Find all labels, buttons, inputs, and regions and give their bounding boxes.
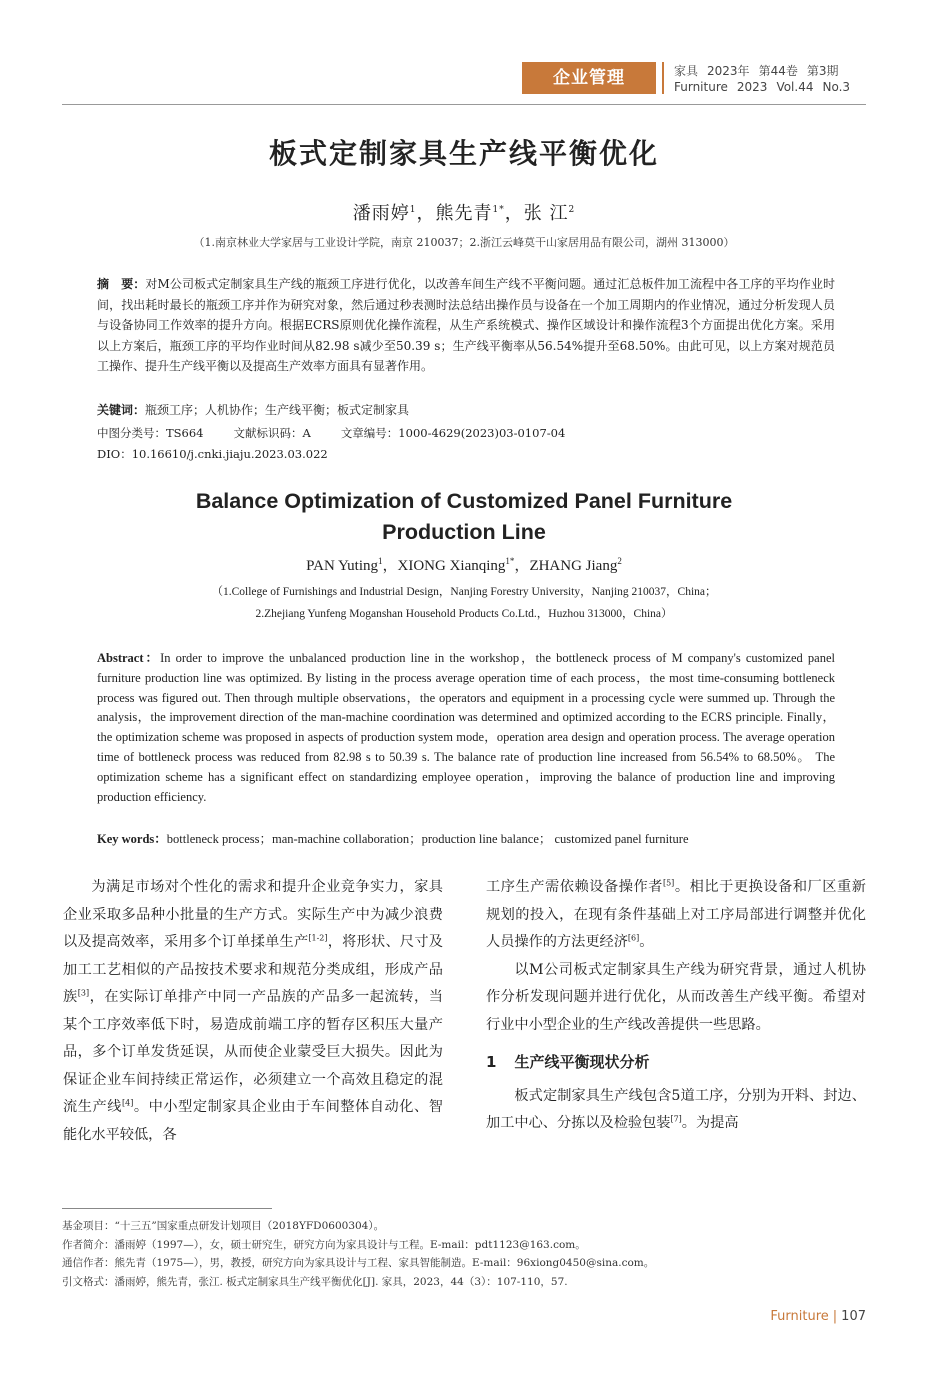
footnote-corresponding: 通信作者：熊先青（1975—），男，教授，研究方向为家具设计与工程、家具智能制造。E-mail：96xiong0450@sina.com。 [62,1257,655,1269]
journal-volume-en: Vol.44 [776,80,814,94]
body-paragraph [486,874,866,957]
body-text: 为满足市场对个性化的需求和提升企业竞争实力，家具企业采取多品种小批量的生产方式。实际生产中为减少浪费以及提高效率，采用多个订单揉单生产 [63,879,443,950]
doi: DIO：10.16610/j.cnki.jiaju.2023.03.022 [97,447,328,461]
body-column-left [63,874,443,1149]
body-text: 。相比于更换设备和厂区重新规划的投入，在现有条件基础上对工序局部进行调整并优化人员操作的方法更经济 [486,879,866,950]
body-text: ，将形状、尺寸及加工工艺相似的产品按技术要求和规范分类成组，形成产品族 [63,934,443,1005]
citation-ref[interactable]: [7] [670,1114,682,1124]
footnote-funding: 基金项目：“十三五”国家重点研发计划项目（2018YFD0600304）。 [62,1220,385,1232]
affiliation-en-line: （1.College of Furnishings and Industrial Design，Nanjing Forestry University，Nanjing 210037，China； [211,586,717,598]
body-paragraph [63,874,443,1149]
author-affil-mark: 2 [568,205,576,215]
author-affil-mark: 1* [492,205,505,215]
journal-issue-en: No.3 [822,80,851,94]
body-text: 。 [639,934,654,950]
abstract-label-cn: 摘 要： [97,277,146,291]
footnotes [62,1217,866,1291]
page-footer [770,1309,866,1324]
section-tag: 企业管理 [522,62,656,94]
author-affil-mark: 1 [378,556,383,566]
clc-number: 中图分类号：TS664 [97,426,204,440]
document-code: 文献标识码：A [233,426,311,440]
abstract-en [97,649,835,807]
author-affil-mark: 2 [617,556,622,566]
author-name: 熊先青 [435,203,493,224]
authors-cn: 潘雨婷$^1$，熊先青$^{1*}$，张 江$^2$ [352,203,576,224]
footnote-rule [62,1208,272,1209]
author-name: XIONG Xianqing [397,558,506,574]
header-divider [662,62,664,94]
affiliation-en-line: 2.Zhejiang Yunfeng Moganshan Household Products Co.Ltd.，Huzhou 313000，China） [255,608,673,620]
header-rule [62,104,866,105]
author-name: 潘雨婷 [352,203,410,224]
footnote-author-bio: 作者简介：潘雨婷（1997—），女，硕士研究生，研究方向为家具设计与工程。E-mail：pdt1123@163.com。 [62,1238,586,1251]
keywords-cn [97,401,835,418]
body-text: ，在实际订单排产中同一产品族的产品多一起流转，当某个工序效率低下时，易造成前端工序的暂存区积压大量产品，多个订单发货延误，从而使企业蒙受巨大损失。因此为保证企业车间持续正常运作，必须建立一个高效且稳定的混流生产线 [63,989,443,1115]
section-number: 1 [486,1053,497,1071]
citation-ref[interactable]: [1-2] [308,933,328,943]
section-title: 生产线平衡现状分析 [514,1053,650,1071]
author-name: PAN Yuting [306,558,378,574]
article-number: 文章编号：1000-4629(2023)03-0107-04 [340,426,566,440]
author-affil-mark: 1* [505,556,515,566]
paper-title-en-line: Balance Optimization of Customized Panel Furniture [195,489,733,513]
citation-ref[interactable]: [6] [627,933,640,943]
journal-info-en [674,80,859,94]
journal-year-cn: 2023年 [707,64,750,78]
body-column-right [486,874,866,1138]
affiliation-en [62,581,866,625]
body-text: 板式定制家具生产线包含5道工序，分别为开料、封边、加工中心、分拣以及检验包装 [486,1087,866,1131]
citation-ref[interactable]: [5] [662,878,675,888]
paper-title-cn: 板式定制家具生产线平衡优化 [268,137,659,170]
keywords-en [97,829,835,847]
citation-ref[interactable]: [4] [121,1098,134,1108]
journal-year-en: 2023 [736,80,768,94]
journal-name-en: Furniture [674,80,728,94]
abstract-cn [97,274,835,377]
journal-info-cn [674,62,847,79]
paper-title-en-line: Production Line [382,520,546,544]
journal-volume-cn: 第44卷 [758,64,798,78]
affiliation-cn: （1.南京林业大学家居与工业设计学院，南京 210037；2.浙江云峰莫干山家居用品有限公司，湖州 313000） [193,236,735,249]
abstract-text-en: In order to improve the unbalanced production line in the workshop，the bottleneck process of M company's customized panel furniture production line was optimized. By listing in the process average operation time of each process，the most time-consuming bottleneck process was figured out. Then through multiple observations，the operators and equipment in a processing cycle were summed up. Through the analysis，the improvement direction of the man-machine coordination was determined and optimized according to the ECRS principle. Finally，the optimization scheme was proposed in aspects of production system mode，operation area design and operation process. The average operation time of bottleneck process was reduced from 82.98 s to 50.39 s. The balance rate of production line increased from 56.54% to 68.50%。 The optimization scheme has a significant effect on standardizing employee operation，improving the balance of production line and improving production efficiency. [97,651,836,804]
authors-en: PAN Yuting$^1$，XIONG Xianqing$^{1*}$，ZHANG Jiang$^2$ [306,556,622,574]
citation-ref[interactable]: [3] [77,988,90,998]
body-text: 。为提高 [681,1115,739,1131]
body-paragraph [486,1083,866,1138]
keywords-text-en: bottleneck process；man-machine collaboration；production line balance； customized panel furniture [166,832,689,846]
keywords-label-en: Key words： [97,832,167,846]
section-heading [486,1049,866,1077]
page-number: 107 [841,1309,866,1324]
classification-info [97,425,595,441]
body-text: 工序生产需依赖设备操作者 [486,879,663,895]
body-paragraph: 以M公司板式定制家具生产线为研究背景，通过人机协作分析发现问题并进行优化，从而改善生产线平衡。希望对行业中小型企业的生产线改善提供一些思路。 [486,961,866,1033]
abstract-text-cn: 对M公司板式定制家具生产线的瓶颈工序进行优化，以改善车间生产线不平衡问题。通过汇总板件加工流程中各工序的平均作业时间，找出耗时最长的瓶颈工序并作为研究对象，然后通过秒表测时法总结出操作员与设备在一个加工周期内的作业情况，通过分析发现人员与设备协同工作效率的提升方向。根据ECRS原则优化操作流程，从生产系统模式、操作区域设计和操作流程3个方面提出优化方案。采用以上方案后，瓶颈工序的平均作业时间从82.98 s减少至50.39 s；生产线平衡率从56.54%提升至68.50%。由此可见，以上方案对规范员工操作、提升生产线平衡以及提高生产效率方面具有显著作用。 [97,277,835,373]
body-text: 。中小型定制家具企业由于车间整体自动化、智能化水平较低，各 [63,1099,443,1143]
abstract-label-en: Abstract： [97,651,161,665]
author-name: 张 江 [523,203,569,224]
journal-issue-cn: 第3期 [806,64,839,78]
author-affil-mark: 1 [409,205,417,215]
footer-separator: | [832,1309,838,1324]
footnote-citation: 引文格式：潘雨婷，熊先青，张江. 板式定制家具生产线平衡优化[J]. 家具，2023，44（3）：107-110，57. [62,1275,568,1288]
paper-title-en [62,486,866,548]
keywords-label-cn: 关键词： [97,403,146,417]
keywords-text-cn: 瓶颈工序；人机协作；生产线平衡；板式定制家具 [145,403,410,417]
author-name: ZHANG Jiang [529,558,618,574]
journal-name-cn: 家具 [674,64,699,78]
footer-journal: Furniture [770,1309,829,1324]
